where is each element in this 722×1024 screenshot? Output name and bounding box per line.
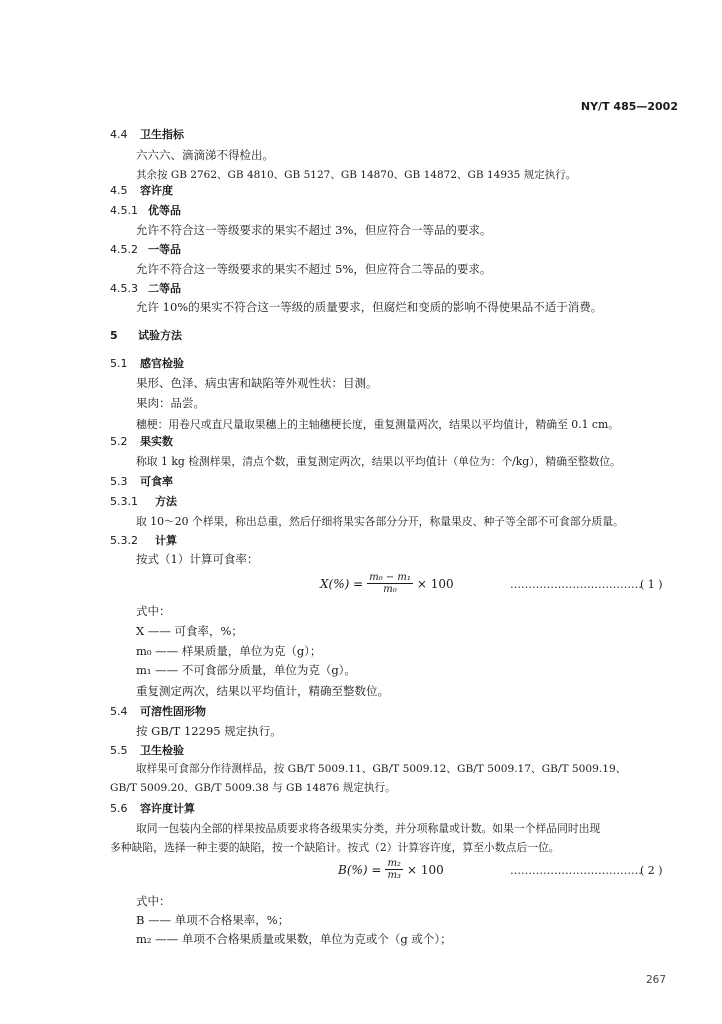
paragraph: 称取 1 kg 检测样果，清点个数，重复测定两次，结果以平均值计（单位为：个/kg），精确至整数位。 bbox=[136, 455, 621, 468]
fraction-denominator: m₃ bbox=[387, 870, 401, 881]
section-number: 4.5.1 bbox=[110, 204, 138, 217]
paragraph: 六六六、滴滴涕不得检出。 bbox=[136, 148, 274, 162]
formula-lhs: B(%) = bbox=[338, 862, 382, 877]
paragraph: 穗梗：用卷尺或直尺量取果穗上的主轴穗梗长度，重复测量两次，结果以平均值计，精确至 0.1 cm。 bbox=[136, 418, 619, 431]
section-heading: 卫生检验 bbox=[140, 744, 184, 757]
formula-multiplier: × 100 bbox=[416, 576, 454, 591]
variable-definition: X —— 可食率，%； bbox=[136, 624, 243, 638]
paragraph: 允许不符合这一等级要求的果实不超过 5%，但应符合二等品的要求。 bbox=[136, 262, 492, 276]
section-heading: 可食率 bbox=[140, 475, 173, 488]
paragraph: 按 GB/T 12295 规定执行。 bbox=[136, 724, 282, 738]
formula-2 bbox=[338, 858, 444, 881]
section-heading: 容许度计算 bbox=[140, 802, 195, 815]
equation-number: ( 2 ) bbox=[640, 864, 663, 877]
section-heading: 二等品 bbox=[148, 282, 181, 295]
section-number: 5.6 bbox=[110, 802, 128, 815]
section-heading: 一等品 bbox=[148, 243, 181, 256]
equation-number: ( 1 ) bbox=[640, 578, 663, 591]
paragraph: 式中： bbox=[136, 894, 171, 908]
equation-leader: ……………………………… bbox=[510, 864, 642, 877]
section-number: 4.4 bbox=[110, 128, 128, 141]
section-number: 4.5 bbox=[110, 184, 128, 197]
fraction-numerator: m₂ bbox=[387, 858, 401, 869]
section-number: 5.1 bbox=[110, 357, 128, 370]
paragraph: 取同一包装内全部的样果按品质要求将各级果实分类，并分项称量或计数。如果一个样品同时出现 bbox=[136, 822, 601, 835]
variable-definition: B —— 单项不合格果率，%； bbox=[136, 913, 290, 927]
paragraph: 其余按 GB 2762、GB 4810、GB 5127、GB 14870、GB 14872、GB 14935 规定执行。 bbox=[136, 169, 577, 181]
section-heading: 优等品 bbox=[148, 204, 181, 217]
variable-definition: m₁ —— 不可食部分质量，单位为克（g）。 bbox=[136, 663, 356, 677]
section-heading: 计算 bbox=[155, 534, 177, 547]
standard-code: NY/T 485—2002 bbox=[580, 100, 678, 113]
paragraph: 允许不符合这一等级要求的果实不超过 3%，但应符合一等品的要求。 bbox=[136, 223, 492, 237]
page-number: 267 bbox=[645, 974, 666, 986]
section-number: 5.2 bbox=[110, 435, 128, 448]
section-number: 5.4 bbox=[110, 705, 128, 718]
formula-multiplier: × 100 bbox=[406, 862, 444, 877]
section-number: 5.5 bbox=[110, 744, 128, 757]
fraction bbox=[367, 572, 413, 595]
variable-definition: m₂ —— 单项不合格果质量或果数，单位为克或个（g 或个）； bbox=[136, 932, 452, 946]
equation-leader: ……………………………… bbox=[510, 578, 642, 591]
chapter-heading: 试验方法 bbox=[138, 329, 182, 342]
fraction-numerator: m₀ − m₁ bbox=[369, 572, 411, 583]
paragraph: 允许 10%的果实不符合这一等级的质量要求，但腐烂和变质的影响不得使果品不适于消费。 bbox=[136, 300, 603, 314]
chapter-number: 5 bbox=[110, 329, 118, 342]
paragraph: 多种缺陷，选择一种主要的缺陷，按一个缺陷计。按式（2）计算容许度，算至小数点后一位。 bbox=[110, 841, 560, 854]
section-number: 4.5.3 bbox=[110, 282, 138, 295]
formula-1 bbox=[320, 572, 454, 595]
formula-lhs: X(%) = bbox=[320, 576, 364, 591]
fraction-denominator: m₀ bbox=[383, 584, 397, 595]
paragraph: 重复测定两次，结果以平均值计，精确至整数位。 bbox=[136, 684, 389, 698]
section-heading: 容许度 bbox=[140, 184, 173, 197]
paragraph: 果肉：品尝。 bbox=[136, 396, 205, 410]
variable-definition: m₀ —— 样果质量，单位为克（g）； bbox=[136, 644, 322, 658]
section-number: 4.5.2 bbox=[110, 243, 138, 256]
section-number: 5.3.1 bbox=[110, 495, 138, 508]
paragraph: 式中： bbox=[136, 604, 171, 618]
paragraph: 果形、色泽、病虫害和缺陷等外观性状：目测。 bbox=[136, 376, 378, 390]
section-heading: 方法 bbox=[155, 495, 177, 508]
section-number: 5.3 bbox=[110, 475, 128, 488]
paragraph: 按式（1）计算可食率： bbox=[136, 552, 259, 566]
paragraph: GB/T 5009.20、GB/T 5009.38 与 GB 14876 规定执行。 bbox=[110, 782, 396, 794]
fraction bbox=[385, 858, 403, 881]
paragraph: 取 10～20 个样果，称出总重，然后仔细将果实各部分分开，称量果皮、种子等全部不可食部分质量。 bbox=[136, 515, 624, 528]
paragraph: 取样果可食部分作待测样品，按 GB/T 5009.11、GB/T 5009.12、GB/T 5009.17、GB/T 5009.19、 bbox=[136, 763, 627, 775]
section-heading: 感官检验 bbox=[140, 357, 184, 370]
section-heading: 卫生指标 bbox=[140, 128, 184, 141]
section-number: 5.3.2 bbox=[110, 534, 138, 547]
section-heading: 可溶性固形物 bbox=[140, 705, 206, 718]
section-heading: 果实数 bbox=[140, 435, 173, 448]
